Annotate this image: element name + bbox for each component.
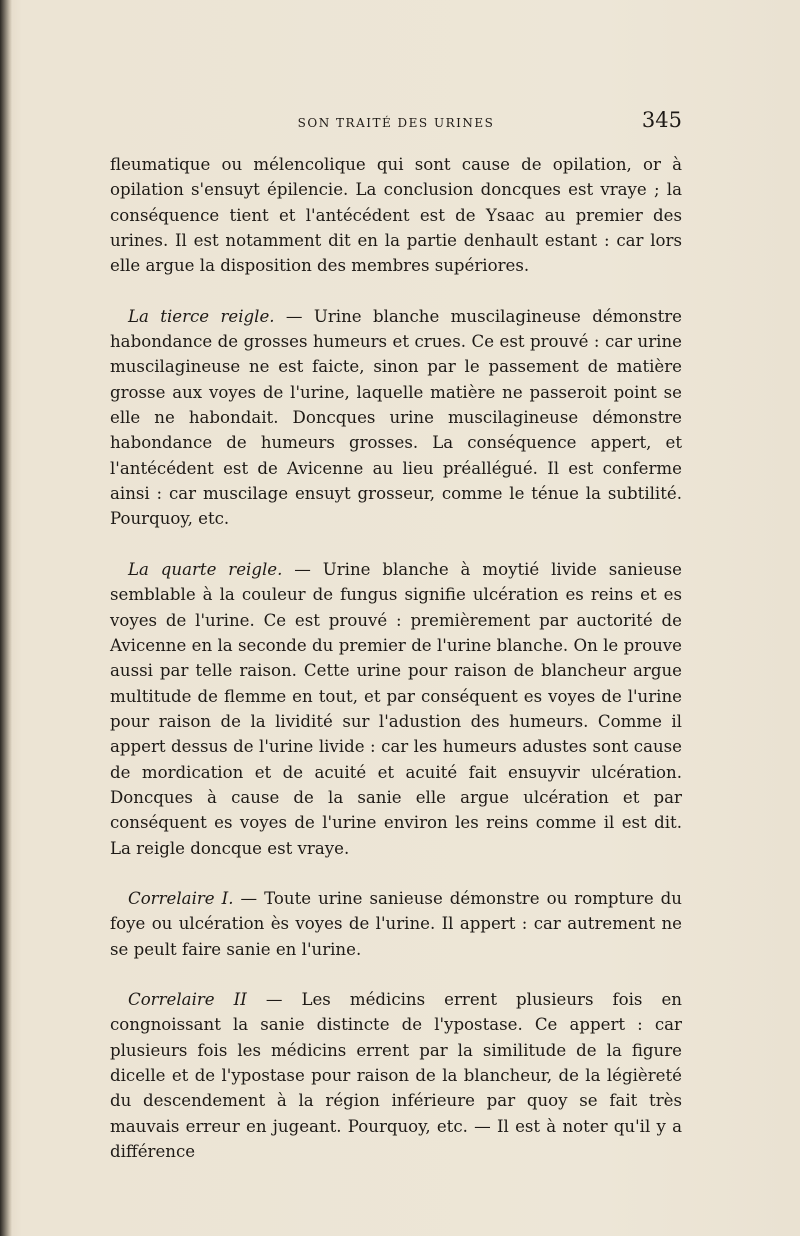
- paragraph-text: fleumatique ou mélencolique qui sont cause de opilation, or à opilation s'ensuyt épilencie. La conclusion doncques est vraye ; la conséquence tient et l'antécédent est de Ysaac au premier des urines. Il est notamment dit en la partie denhault estant : car lors elle argue la disposition des membres supériores.: [110, 155, 682, 276]
- paragraph: [110, 152, 682, 279]
- page-header: [110, 104, 682, 144]
- paragraph-text: — Urine blanche à moytié livide sanieuse semblable à la couleur de fungus signifie ulcération es reins et es voyes de l'urine. Ce est prouvé : premièrement par auctorité de Avicenne en la seconde du premier de l'urine blanche. On le prouve aussi par telle raison. Cette urine pour raison de blancheur argue multitude de flemme en tout, et par conséquent es voyes de l'urine pour raison de la lividité sur l'adustion des humeurs. Comme il appert dessus de l'urine livide : car les humeurs adustes sont cause de mordication et de acuité et acuité fait ensuyvir ulcération. Doncques à cause de la sanie elle argue ulcération et par conséquent es voyes de l'urine environ les reins comme il est dit. La reigle doncque est vraye.: [110, 559, 682, 858]
- rule-heading: La tierce reigle.: [128, 306, 275, 326]
- paragraph: [110, 557, 682, 861]
- running-title: SON TRAITÉ DES URINES: [297, 116, 495, 130]
- paragraph-text: — Toute urine sanieuse démonstre ou rompture du foye ou ulcération ès voyes de l'urine. Il appert : car autrement ne se peult faire sanie en l'urine.: [110, 888, 682, 959]
- paragraph: [110, 304, 682, 532]
- rule-heading: La quarte reigle.: [128, 559, 283, 579]
- page-number: 345: [641, 108, 682, 132]
- body-text: [110, 152, 682, 1189]
- corollary-heading: Correlaire I.: [128, 888, 234, 908]
- book-binding-edge: [0, 0, 12, 1236]
- paragraph: [110, 886, 682, 962]
- paragraph-text: — Les médicins errent plusieurs fois en congnoissant la sanie distincte de l'ypostase. Ce appert : car plusieurs fois les médicins errent par la similitude de la figure dicelle et de l'ypostase pour raison de la blancheur, de la légièreté du descendement à la région inférieure par quoy se fait très mauvais erreur en jugeant. Pourquoy, etc. — Il est à noter qu'il y a différence: [110, 989, 682, 1162]
- corollary-heading: Correlaire II: [128, 989, 247, 1009]
- paragraph: [110, 987, 682, 1164]
- paragraph-text: — Urine blanche muscilagineuse démonstre habondance de grosses humeurs et crues. Ce est prouvé : car urine muscilagineuse ne est faicte, sinon par le passement de matière grosse aux voyes de l'urine, laquelle matière ne passeroit point se elle ne habondait. Doncques urine muscilagineuse démonstre habondance de humeurs grosses. La conséquence appert, et l'antécédent est de Avicenne au lieu préallégué. Il est conferme ainsi : car muscilage ensuyt grosseur, comme le ténue la subtilité. Pourquoy, etc.: [110, 306, 682, 529]
